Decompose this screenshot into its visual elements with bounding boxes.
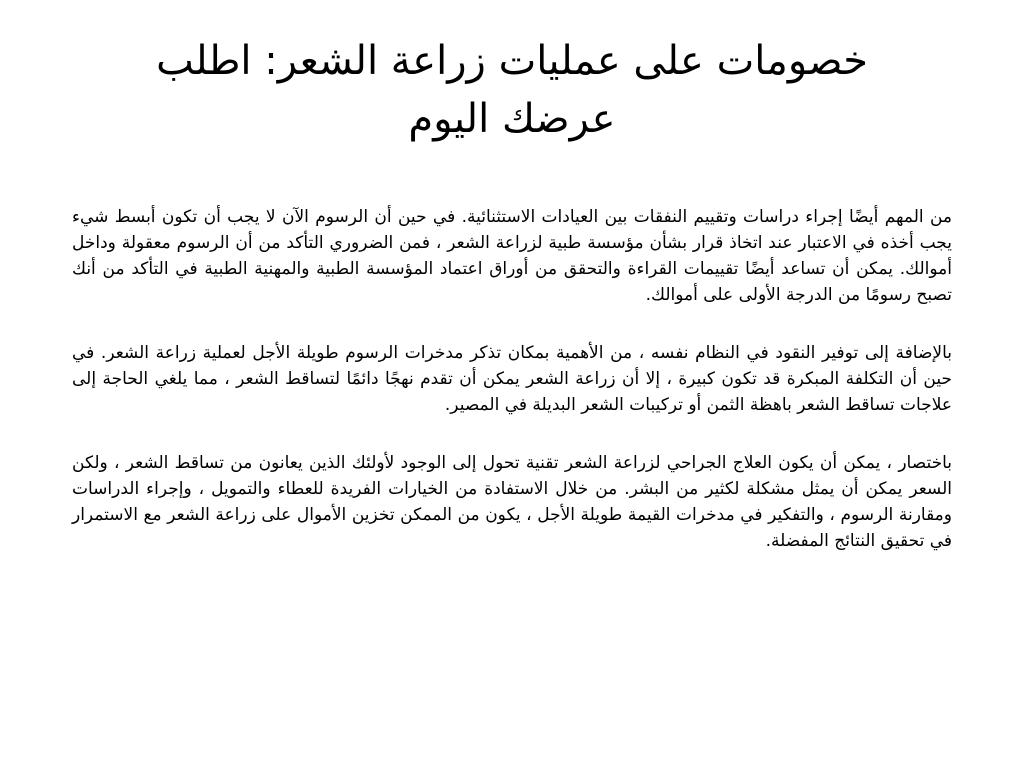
paragraph-3: باختصار ، يمكن أن يكون العلاج الجراحي لزراعة الشعر تقنية تحول إلى الوجود لأولئك الذين يعانون من تساقط الشعر ، ولكن السعر يمكن أن يمثل مشكلة لكثير من البشر. من خلال الاستفادة من الخيارات الفريدة للعطاء والتمويل ، وإجراء الدراسات ومقارنة الرسوم ، والتفكير في مدخرات القيمة طويلة الأجل ، يكون من الممكن تخزين الأموال على زراعة الشعر مع الاستمرار في تحقيق النتائج المفضلة. xyxy=(72,453,952,551)
slide-body xyxy=(72,204,952,586)
paragraph-2: بالإضافة إلى توفير النقود في النظام نفسه ، من الأهمية بمكان تذكر مدخرات الرسوم طويلة الأجل لعملية زراعة الشعر. في حين أن التكلفة المبكرة قد تكون كبيرة ، إلا أن زراعة الشعر يمكن أن تقدم نهجًا دائمًا لتساقط الشعر ، مما يلغي الحاجة إلى علاجات تساقط الشعر باهظة الثمن أو تركيبات الشعر البديلة في المصير. xyxy=(72,343,952,415)
slide-title: خصومات على عمليات زراعة الشعر: اطلب عرضك اليوم xyxy=(156,38,868,142)
paragraph-1: من المهم أيضًا إجراء دراسات وتقييم النفقات بين العيادات الاستثنائية. في حين أن الرسوم الآن لا يجب أن تكون أبسط شيء يجب أخذه في الاعتبار عند اتخاذ قرار بشأن مؤسسة طبية لزراعة الشعر ، فمن الضروري التأكد من أن الرسوم معقولة وداخل أموالك. يمكن أن تساعد أيضًا تقييمات القراءة والتحقق من أوراق اعتماد المؤسسة الطبية والمهنية الطبية في التأكد من أنك تصبح رسومًا من الدرجة الأولى على أموالك. xyxy=(72,207,952,305)
